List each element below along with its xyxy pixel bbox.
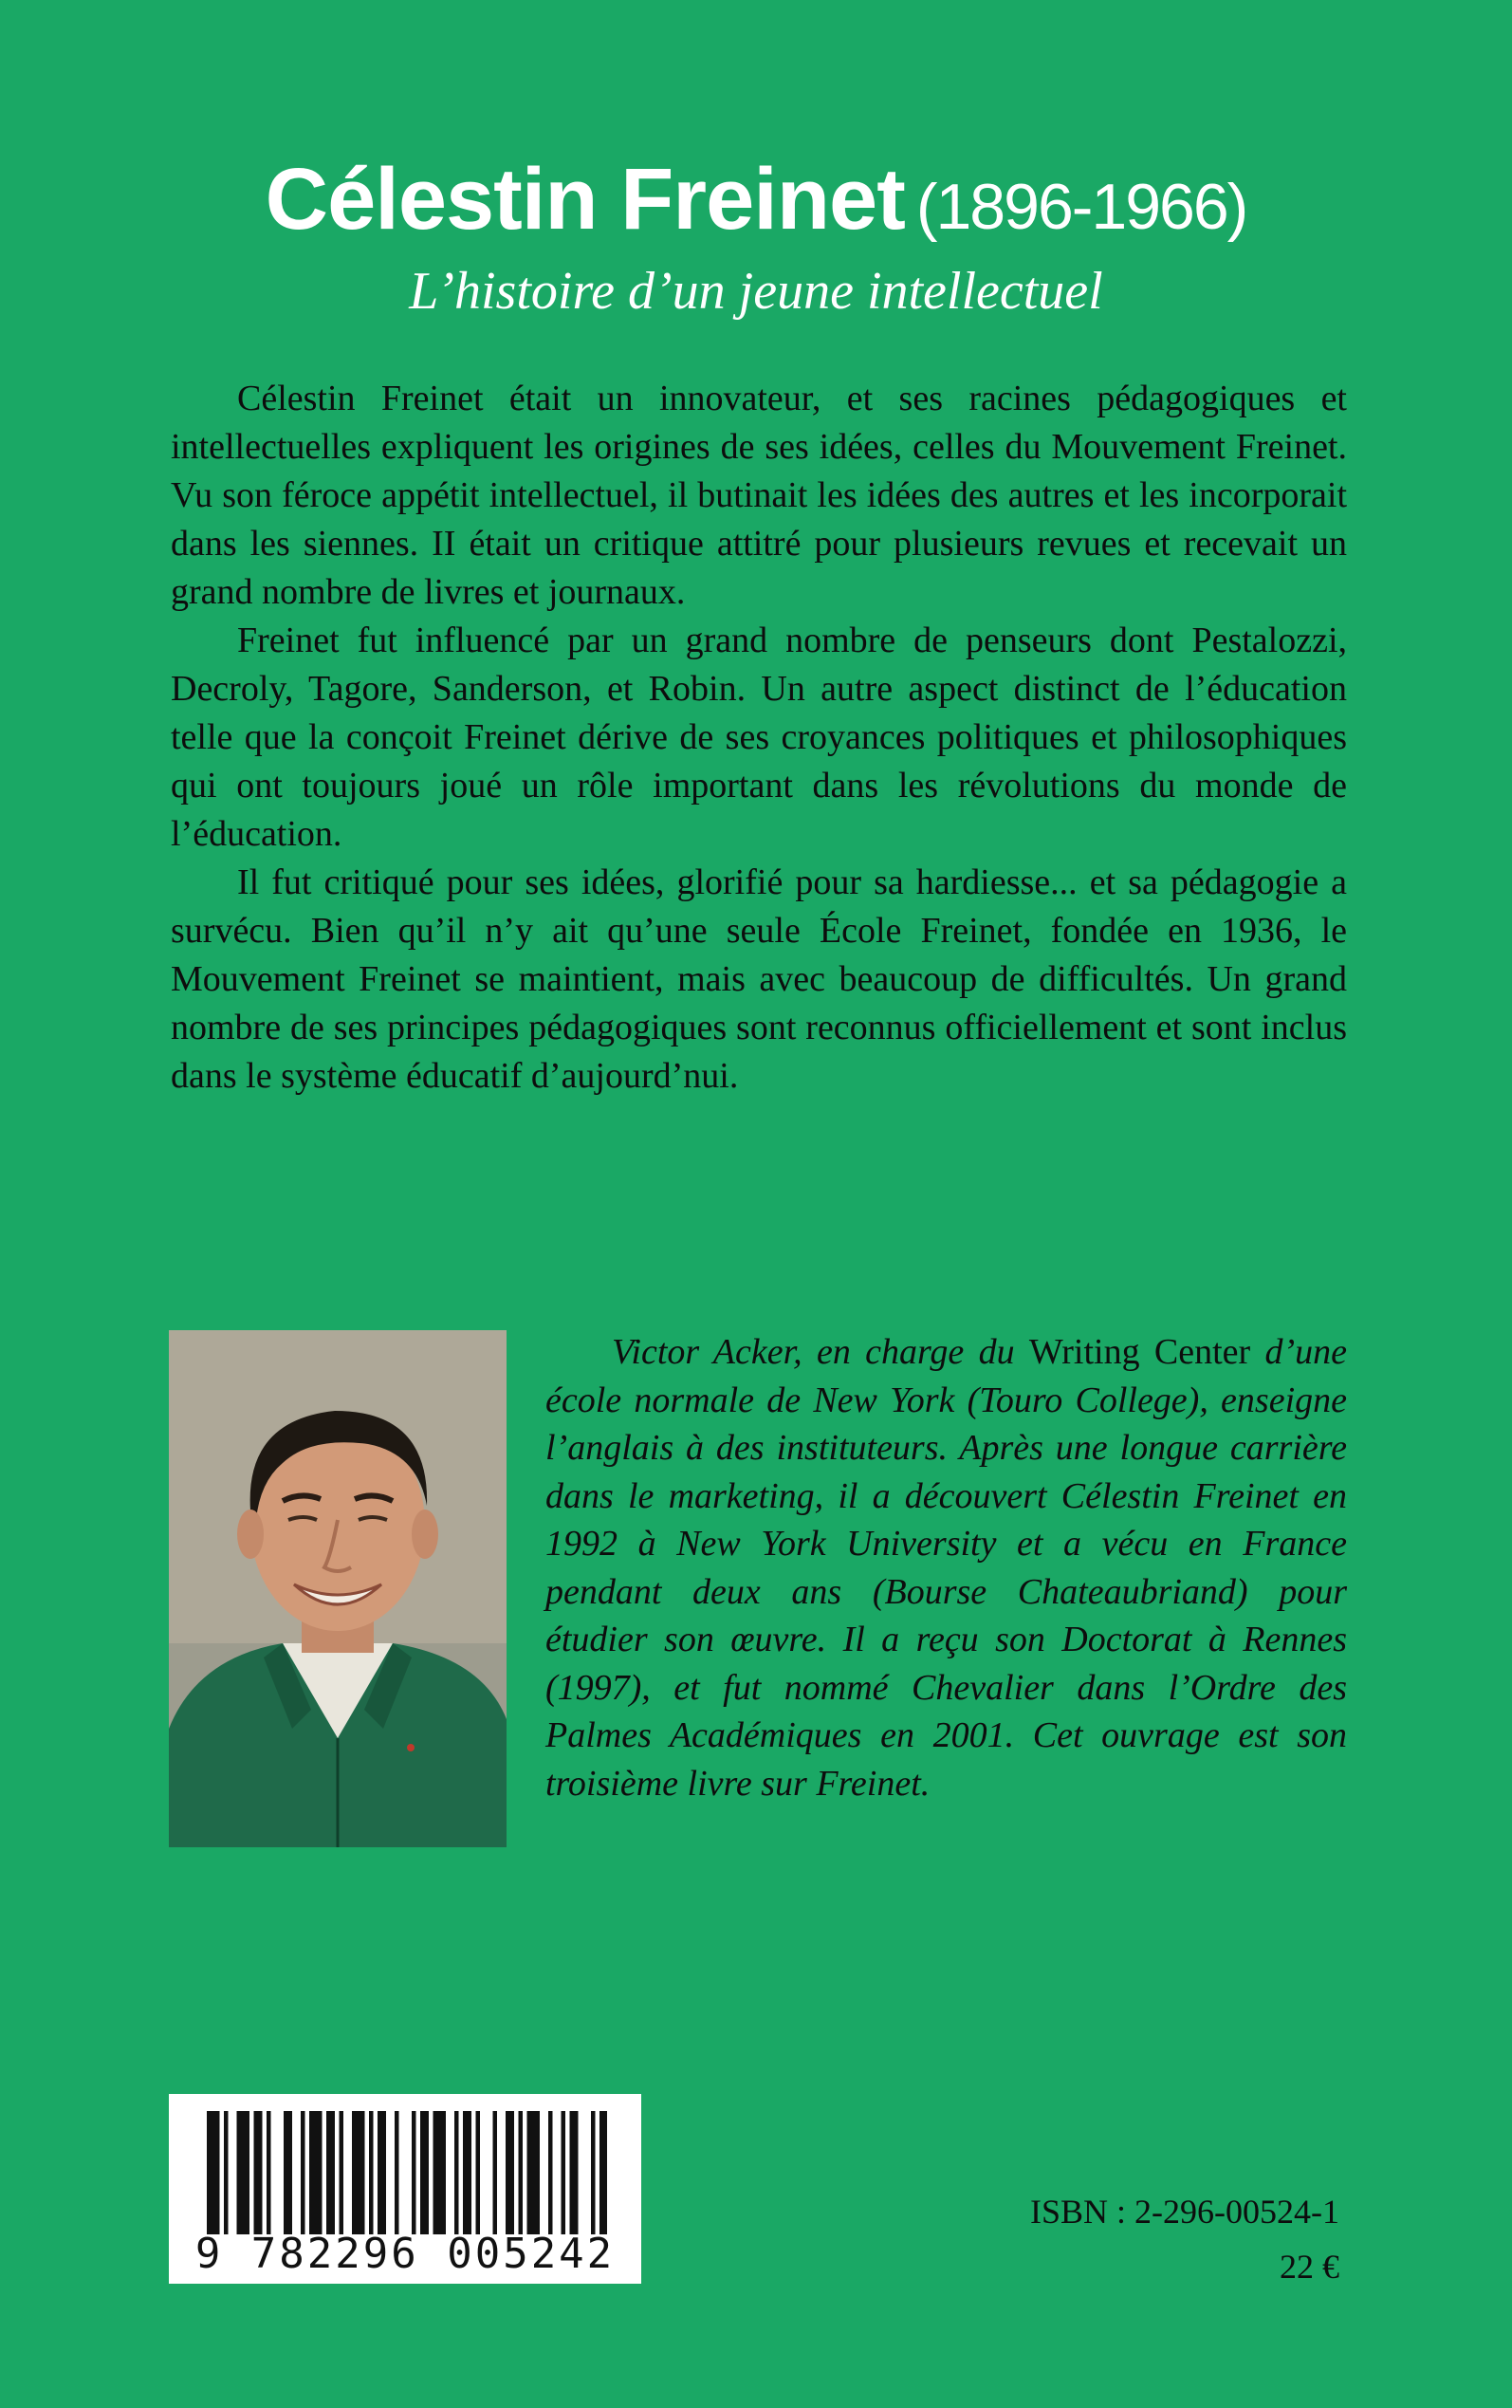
barcode-bar xyxy=(352,2111,365,2234)
barcode-bar xyxy=(207,2111,220,2234)
barcode-bar xyxy=(237,2111,250,2234)
barcode-bars xyxy=(169,2094,641,2236)
barcode-bar xyxy=(433,2111,447,2234)
author-bio-paragraph xyxy=(545,1328,1347,1807)
barcode-bar xyxy=(519,2111,524,2234)
barcode-bar xyxy=(369,2111,374,2234)
book-subtitle: L’histoire d’un jeune intellectuel xyxy=(409,262,1103,321)
isbn: ISBN : 2-296-00524-1 xyxy=(1030,2193,1339,2231)
barcode-bar xyxy=(548,2111,553,2234)
barcode-bar xyxy=(301,2111,305,2234)
barcode-bar xyxy=(340,2111,344,2234)
barcode-digits: 9 782296 005242 xyxy=(194,2230,616,2278)
barcode-bar xyxy=(527,2111,541,2234)
barcode-bar xyxy=(591,2111,596,2234)
barcode-bar xyxy=(454,2111,459,2234)
barcode-bar xyxy=(267,2111,271,2234)
summary-paragraph-3: Il fut critiqué pour ses idées, glorifié pour sa hardiesse... et sa pédagogie a survécu. Bien qu’il n’y ait qu’une seule École Freinet, fondée en 1936, le Mouvement Freinet se maintient, mais avec beaucoup de difficultés. Un grand nombre de ses principes pédagogiques sont reconnus officiellement et sont inclus dans le système éducatif d’aujourd’nui. xyxy=(171,862,1347,1096)
barcode-bar xyxy=(493,2111,498,2234)
barcode-bar xyxy=(599,2111,607,2234)
barcode-bar xyxy=(309,2111,323,2234)
barcode-bar xyxy=(395,2111,399,2234)
summary-paragraph-2: Freinet fut influencé par un grand nombre de penseurs dont Pestalozzi, Decroly, Tagore, Sanderson, et Robin. Un autre aspect distinct de l’éducation telle que la conçoit Freinet dérive de ses croyances politiques et philosophiques qui ont toujours joué un rôle important dans les révolutions du monde de l’éducation. xyxy=(171,621,1347,854)
barcode-bar xyxy=(463,2111,471,2234)
barcode-bar xyxy=(326,2111,335,2234)
book-title xyxy=(0,150,1512,250)
barcode-bar xyxy=(412,2111,416,2234)
barcode-bar xyxy=(570,2111,579,2234)
summary-paragraph-1: Célestin Freinet était un innovateur, et ses racines pédagogiques et intellectuelles expliquent les origines de ses idées, celles du Mouvement Freinet. Vu son féroce appétit intellectuel, il butinait les idées des autres et les incorporait dans les siennes. II était un critique attitré pour plusieurs revues et recevait un grand nombre de livres et journaux. xyxy=(171,379,1347,612)
barcode-bar xyxy=(420,2111,429,2234)
barcode-bar xyxy=(562,2111,566,2234)
author-photo xyxy=(169,1330,507,1847)
author-bio xyxy=(545,1328,1347,1807)
author-bio-lead: Victor Acker, en charge du xyxy=(612,1332,1029,1372)
price: 22 € xyxy=(1280,2248,1339,2286)
title-name: Célestin Freinet xyxy=(265,151,905,248)
barcode-bar xyxy=(224,2111,229,2234)
barcode-bar xyxy=(476,2111,481,2234)
author-bio-writing-center: Writing Center xyxy=(1028,1332,1251,1372)
barcode xyxy=(169,2094,641,2284)
barcode-bar xyxy=(506,2111,514,2234)
barcode-bar xyxy=(378,2111,386,2234)
barcode-bar xyxy=(254,2111,263,2234)
title-dates: (1896-1966) xyxy=(915,171,1247,243)
author-portrait-illustration xyxy=(169,1330,507,1847)
summary-text xyxy=(171,375,1347,1101)
author-bio-rest: d’une école normale de New York (Touro College), enseigne l’anglais à des instituteurs. Après une longue carrière dans le marketing, il a découvert Célestin Freinet en 1992 à New York University et a vécu en France pendant deux ans (Bourse Chateaubriand) pour étudier son œuvre. Il a reçu son Doctorat à Rennes (1997), et fut nommé Chevalier dans l’Ordre des Palmes Académiques en 2001. Cet ouvrage est son troisième livre sur Freinet. xyxy=(545,1332,1348,1804)
barcode-bar xyxy=(284,2111,292,2234)
